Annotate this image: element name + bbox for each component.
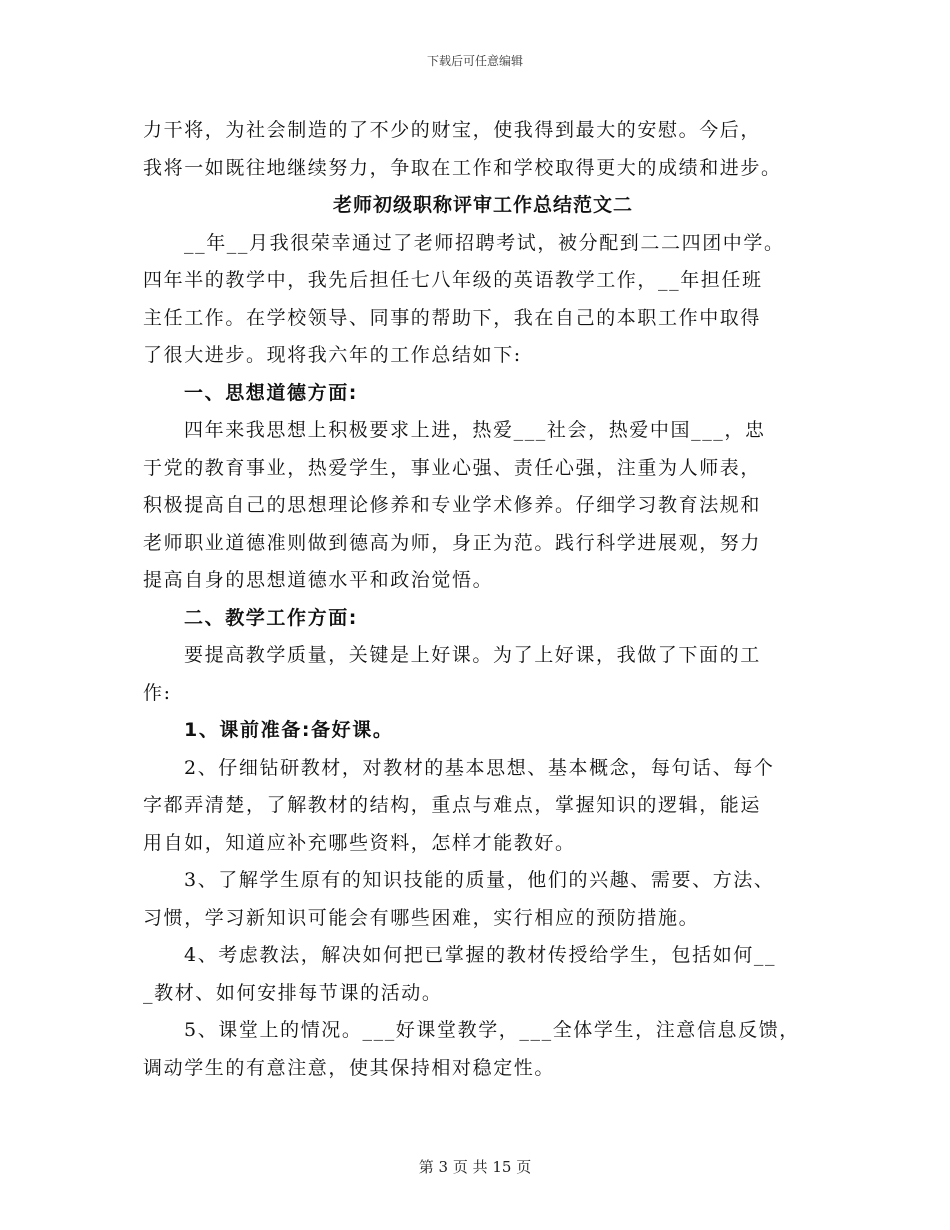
paragraph-line: 4、考虑教法，解决如何把已掌握的教材传授给学生，包括如何__	[184, 944, 777, 966]
paragraph-line: 作:	[143, 681, 172, 704]
section-title: 老师初级职称评审工作总结范文二	[332, 194, 633, 216]
paragraph-line: 主任工作。在学校领导、同事的帮助下，我在自己的本职工作中取得	[143, 306, 762, 329]
paragraph-line: 3、了解学生原有的知识技能的质量，他们的兴趣、需要、方法、	[184, 869, 775, 891]
paragraph-line: 力干将，为社会制造的了不少的财宝，使我得到最大的安慰。今后，	[143, 119, 762, 141]
paragraph-line: 要提高教学质量，关键是上好课。为了上好课，我做了下面的工	[184, 644, 761, 666]
paragraph-line: 四年来我思想上积极要求上进，热爱___社会，热爱中国___，忠	[184, 419, 766, 441]
paragraph-line: 积极提高自己的思想理论修养和专业学术修养。仔细学习教育法规和	[143, 494, 762, 516]
paragraph-line: __年__月我很荣幸通过了老师招聘考试，被分配到二二四团中学。	[184, 231, 785, 254]
paragraph-line: 5、课堂上的情况。___好课堂教学，___全体学生，注意信息反馈，	[184, 1019, 800, 1041]
paragraph-line: 四年半的教学中，我先后担任七八年级的英语教学工作，__年担任班	[143, 269, 763, 291]
paragraph-line: 了很大进步。现将我六年的工作总结如下:	[143, 344, 522, 366]
paragraph-line: 提高自身的思想道德水平和政治觉悟。	[143, 569, 494, 591]
subsection-heading: 一、思想道德方面:	[184, 381, 358, 404]
paragraph-line: _教材、如何安排每节课的活动。	[143, 981, 443, 1004]
paragraph-line: 我将一如既往地继续努力，争取在工作和学校取得更大的成绩和进步。	[143, 156, 782, 179]
list-item-heading: 1、课前准备:备好课。	[184, 719, 394, 741]
paragraph-line: 习惯，学习新知识可能会有哪些困难，实行相应的预防措施。	[143, 906, 700, 929]
document-body	[143, 112, 823, 1087]
page-header-note: 下载后可任意编辑	[426, 54, 523, 68]
paragraph-line: 用自如，知道应补充哪些资料，怎样才能教好。	[143, 831, 576, 854]
subsection-heading: 二、教学工作方面:	[184, 606, 358, 629]
paragraph-line: 字都弄清楚，了解教材的结构，重点与难点，掌握知识的逻辑，能运	[143, 794, 762, 816]
paragraph-line: 于党的教育事业，热爱学生，事业心强、责任心强，注重为人师表，	[143, 456, 762, 479]
paragraph-line: 2、仔细钻研教材，对教材的基本思想、基本概念，每句话、每个	[184, 756, 775, 779]
page-number-footer: 第 3 页 共 15 页	[418, 1158, 532, 1176]
paragraph-line: 老师职业道德准则做到德高为师，身正为范。践行科学进展观，努力	[143, 531, 762, 554]
paragraph-line: 调动学生的有意注意，使其保持相对稳定性。	[143, 1056, 556, 1079]
